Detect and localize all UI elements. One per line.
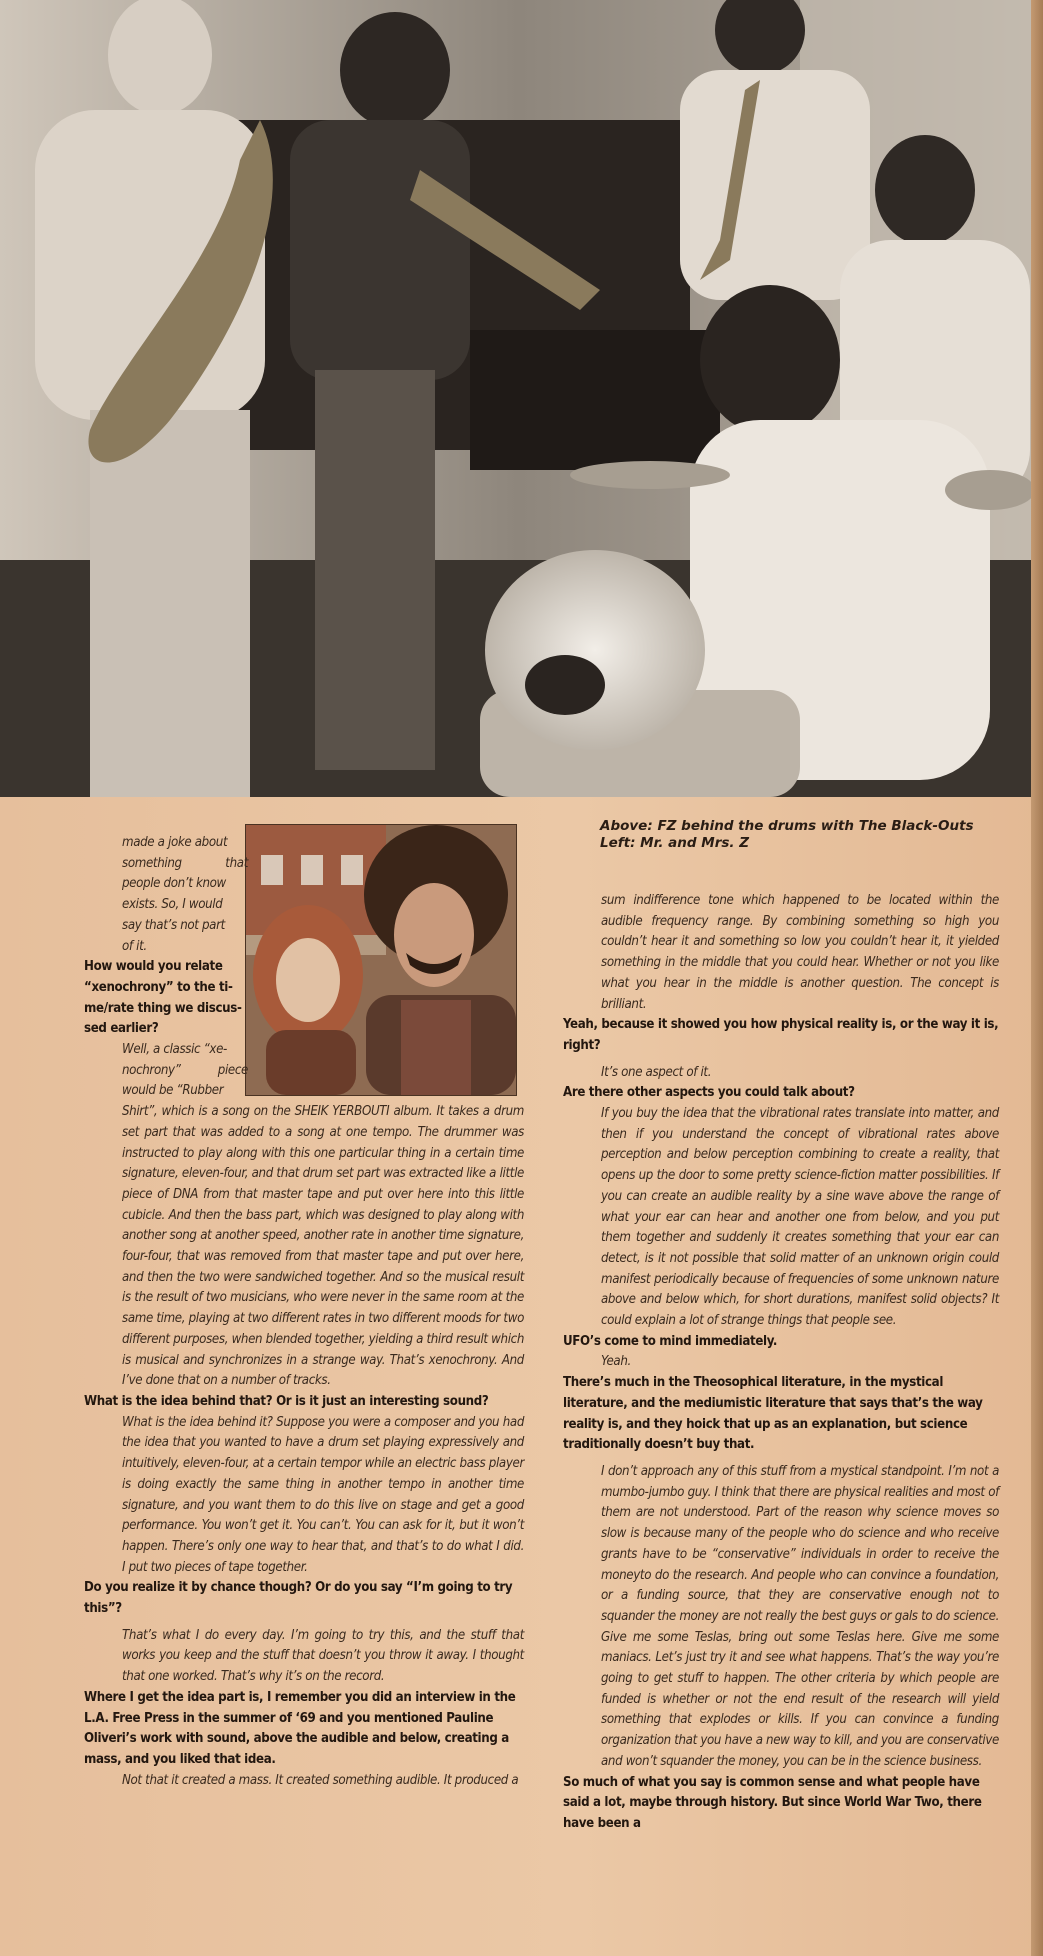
answer-5: It’s one aspect of it. — [601, 1064, 712, 1080]
question-4: Where I get the idea part is, I remember you did an interview in the L.A. Free Press in the summer of ‘69 and you mentioned Pauline Oliveri’s work with sound, above the audible and below, creating a mass, and you liked that idea. — [84, 1689, 516, 1767]
wrap-line: nochrony” piece — [122, 1062, 248, 1078]
answer-2: What is the idea behind it? Suppose you were a composer and you had the idea that you wanted to have a drum set playing expressively and intuitively, eleven-four, at a certain tempor while an electric bass player is doing exactly the same thing in another tempo in another time signature, and you want them to do this live on stage and get a good performance. You won’t get it. You can’t. You can ask for it, but it won’t happen. There’s only one way to hear that, and that’s to do what I did. I put two pieces of tape together. — [122, 1414, 524, 1575]
wrap-answer-intro — [84, 833, 524, 957]
wrap-line: something that — [122, 855, 248, 871]
question-1 — [84, 957, 524, 1040]
question-6: Are there other aspects you could talk about? — [563, 1085, 855, 1101]
answer-6: If you buy the idea that the vibrational rates translate into matter, and then if you understand the concept of vibrational rates above perception and below perception combining to create a reality, that opens up the door to some pretty science-fiction matter possibilities. If you can create an audible reality by a sine wave above the range of what your ear can hear and another one from below, and you put them together and suddenly it creates something that your ear can detect, is it not possible that solid matter of an unknown origin could manifest periodically because of frequencies of some unknown nature above and below which, for short durations, manifest solid objects? It could explain a lot of strange things that people see. — [601, 1106, 999, 1329]
wrap-line: of it. — [122, 938, 147, 954]
wrap-line: say that’s not part — [122, 917, 225, 933]
question-line: me/rate thing we discus- — [84, 1000, 242, 1016]
wrap-line: people don’t know — [122, 876, 226, 892]
question-3: Do you realize it by chance though? Or do you say “I’m going to try this”? — [84, 1580, 513, 1617]
question-5: Yeah, because it showed you how physical reality is, or the way it is, right? — [563, 1017, 999, 1053]
page-edge — [1031, 0, 1043, 1956]
answer-1-wrap — [84, 1040, 524, 1102]
wrap-line: made a joke about — [122, 835, 228, 850]
wrap-line: exists. So, I would — [122, 897, 223, 913]
caption-above: Above: FZ behind the drums with The Black-Outs — [600, 818, 974, 834]
text-column-right — [563, 891, 999, 1835]
answer-8: I don’t approach any of this stuff from a mystical standpoint. I’m not a mumbo-jumbo guy. I think that there are physical realities and most of them are not understood. Part of the reason why science moves so slow is because many of the people who do science and who receive grants have to be “conservative” individuals in order to receive the moneyto do the research. And people who can convince a foundation, or a funding source, that they are conservative enough not to squander the money are not really the best guys or gals to do science. Give me some Teslas, bring out some Teslas here. Give me some maniacs. Let’s just try it and see what happens. That’s the way you’re going to get stuff to happen. The other criteria by which people are funded is whether or not the end result of the research will yield something that explodes or kills. If you can convince a funding organization that you have a new way to kill, and you are conservative and won’t squander the money, you can be in the science business. — [601, 1463, 999, 1769]
question-line: How would you relate — [84, 959, 223, 975]
question-9: So much of what you say is common sense and what people have said a lot, maybe through history. But since World War Two, there have been a — [563, 1774, 982, 1831]
caption-left: Left: Mr. and Mrs. Z — [600, 835, 750, 851]
answer-3: That’s what I do every day. I’m going to try this, and the stuff that works you keep and the stuff that doesn’t you throw it away. I thought that one worked. That’s why it’s on the record. — [122, 1627, 524, 1685]
answer-4-continued: sum indifference tone which happened to be located within the audible frequency range. By combining something so high you couldn’t hear it and something so low you couldn’t hear it, it yielded something in the middle that you could hear. Whether or not you like what you hear in the middle is another question. The concept is brilliant. — [601, 893, 999, 1012]
question-8: There’s much in the Theosophical literature, in the mystical literature, and the mediumistic literature that says that’s the way reality is, and they hoick that up as an explanation, but science traditionally doesn’t buy that. — [563, 1375, 983, 1453]
question-line: “xenochrony” to the ti- — [84, 979, 233, 995]
question-7: UFO’s come to mind immediately. — [563, 1333, 778, 1349]
question-2: What is the idea behind that? Or is it just an interesting sound? — [84, 1393, 489, 1409]
answer-7: Yeah. — [601, 1354, 631, 1370]
wrap-line: would be “Rubber — [122, 1083, 224, 1099]
band-photo — [0, 0, 1037, 797]
band-photo-illustration — [0, 0, 1037, 797]
answer-4: Not that it created a mass. It created something audible. It produced a — [122, 1772, 519, 1788]
text-column-left — [84, 833, 524, 1791]
answer-1: Shirt”, which is a song on the SHEIK YERBOUTI album. It takes a drum set part that was added to a song at one tempo. The drummer was instructed to play along with this one particular thing in a certain time signature, eleven-four, and that drum set part was extracted like a little piece of DNA from that master tape and put over here into this little cubicle. And then the bass part, which was designed to play along with another song at another speed, another rate in another time signature, four-four, that was removed from that master tape and put over here, and then the two were sandwiched together. And so the musical result is the result of two musicians, who were never in the same room at the same time, playing at two different rates in two different moods for two different purposes, when blended together, yielding a third result which is musical and synchronizes in a strange way. That’s xenochrony. And I’ve done that on a number of tracks. — [122, 1104, 524, 1389]
wrap-line: Well, a classic “xe- — [122, 1042, 227, 1058]
photo-caption — [600, 818, 1040, 852]
question-line: sed earlier? — [84, 1021, 159, 1037]
